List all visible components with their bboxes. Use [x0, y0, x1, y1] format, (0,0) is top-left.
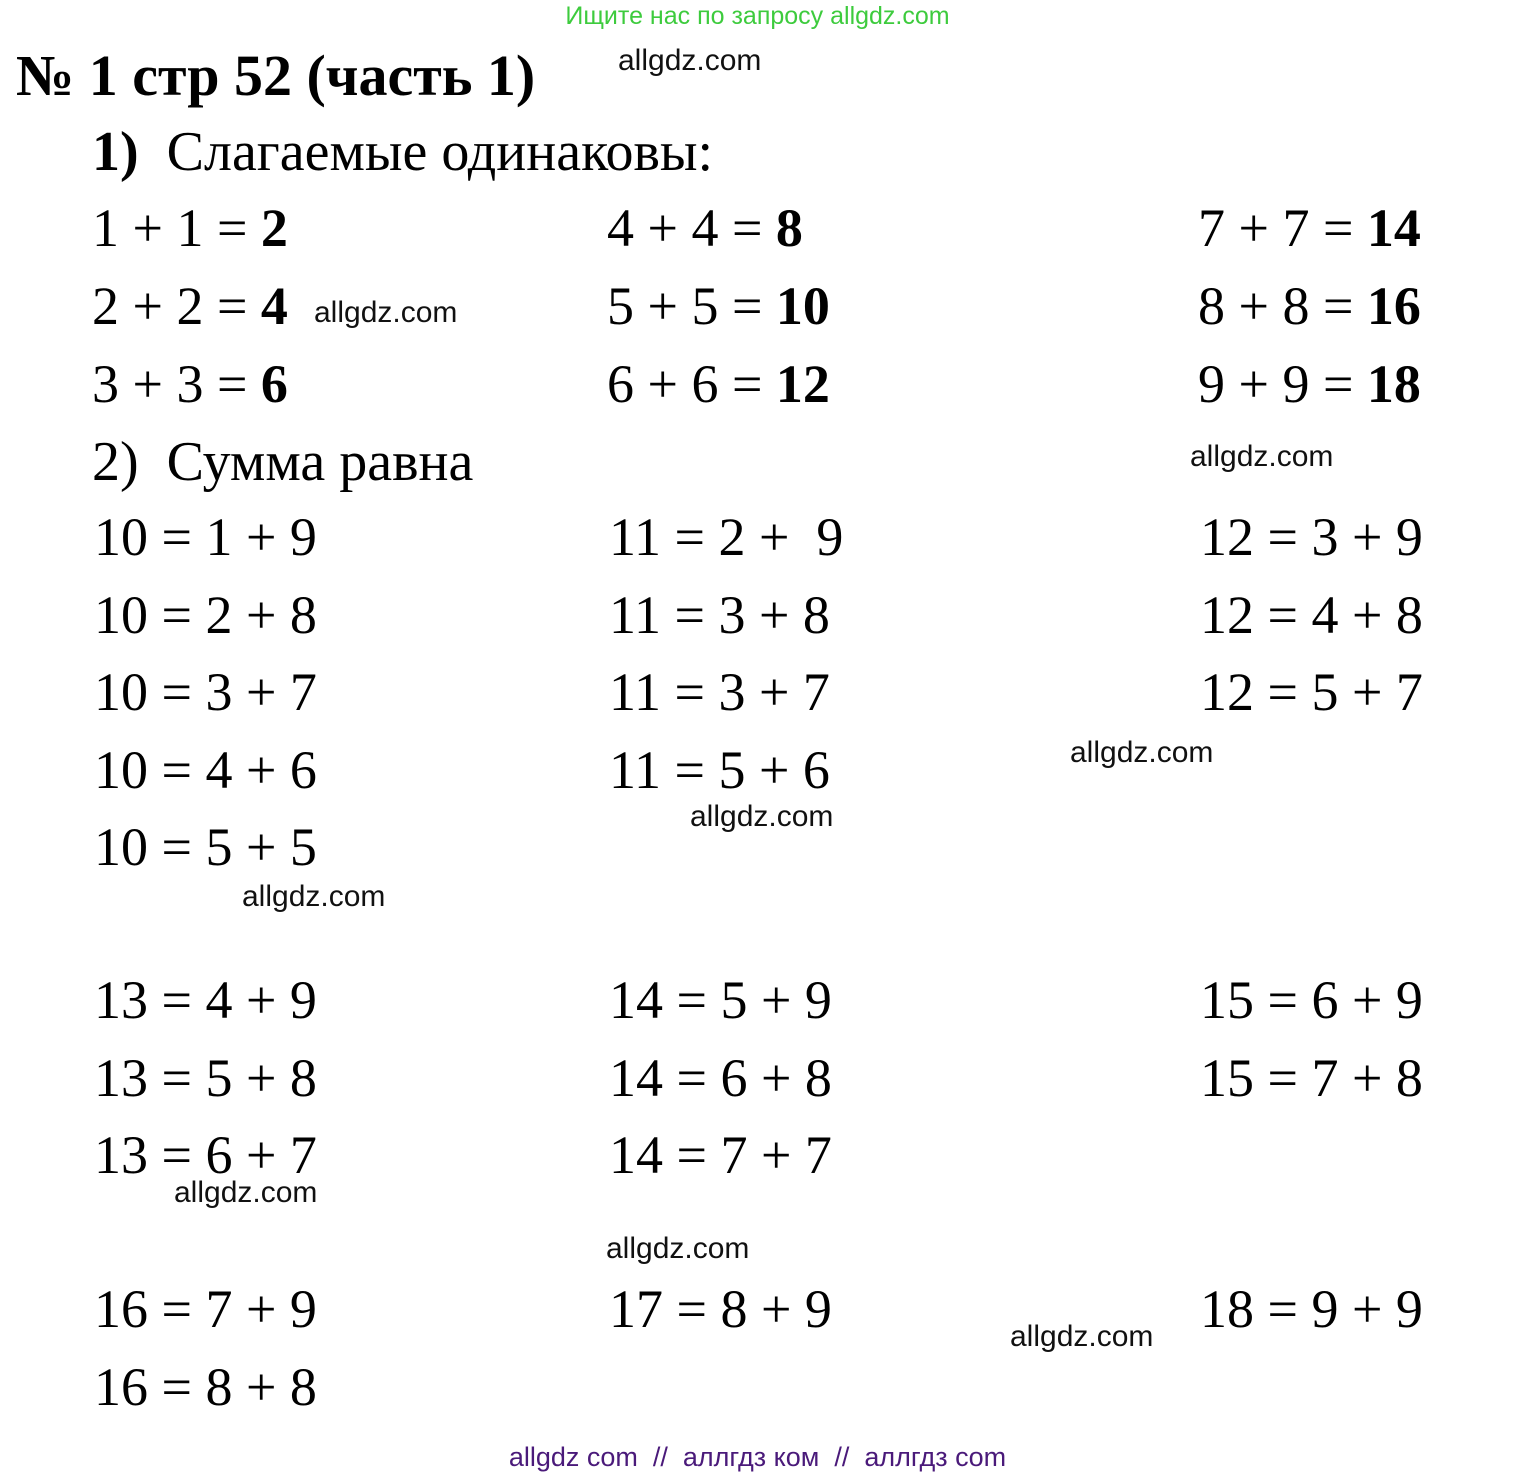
equation-part2: 10 = 1 + 9 [94, 507, 317, 567]
part1-heading-text: Слагаемые одинаковы: [166, 121, 714, 183]
equation-part1 [1198, 354, 1421, 414]
equation-part2: 11 = 5 + 6 [609, 739, 830, 800]
part1-heading [92, 120, 713, 184]
equation-part2: 16 = 8 + 8 [94, 1356, 317, 1417]
equation-part2: 14 = 6 + 8 [609, 1047, 832, 1108]
watermark: allgdz.com [1010, 1320, 1154, 1353]
equation-part2: 11 = 2 + 9 [609, 507, 844, 567]
equation-part2: 10 = 3 + 7 [94, 662, 317, 722]
search-hint-link[interactable]: Ищите нас по запросу allgdz.com [565, 2, 950, 30]
equation-part1 [92, 276, 288, 336]
part2-heading-text: Сумма равна [166, 431, 474, 493]
equation-part2: 14 = 5 + 9 [609, 970, 832, 1030]
equation-answer: 8 [775, 198, 803, 258]
equation-part2: 10 = 5 + 5 [94, 817, 317, 877]
watermark: allgdz.com [618, 44, 762, 77]
equation-answer: 4 [260, 276, 288, 336]
equation-part2: 13 = 6 + 7 [94, 1125, 317, 1185]
equation-part2: 11 = 3 + 8 [609, 584, 830, 645]
equation-expression: 5 + 5 = [607, 276, 776, 336]
equation-part2: 10 = 2 + 8 [94, 584, 317, 645]
equation-expression: 3 + 3 = [92, 354, 261, 414]
equation-expression: 6 + 6 = [607, 354, 776, 414]
footer-links[interactable]: allgdz com // аллгдз ком // аллгдз com [508, 1442, 1007, 1472]
equation-answer: 16 [1366, 276, 1421, 336]
equation-answer: 6 [260, 354, 288, 414]
equation-part2: 13 = 4 + 9 [94, 970, 317, 1030]
equation-expression: 4 + 4 = [607, 198, 776, 258]
equation-part2: 18 = 9 + 9 [1200, 1279, 1423, 1339]
equation-expression: 8 + 8 = [1198, 276, 1367, 336]
equation-answer: 10 [775, 276, 830, 336]
equation-part1 [1198, 276, 1421, 336]
equation-part1 [607, 276, 830, 336]
equation-answer: 2 [260, 198, 288, 258]
watermark: allgdz.com [314, 296, 458, 329]
equation-part2: 12 = 4 + 8 [1200, 584, 1423, 645]
equation-expression: 9 + 9 = [1198, 354, 1367, 414]
equation-part1 [607, 354, 830, 414]
equation-expression: 2 + 2 = [92, 276, 261, 336]
equation-part2: 15 = 6 + 9 [1200, 970, 1423, 1030]
equation-part2: 16 = 7 + 9 [94, 1279, 317, 1339]
part2-heading [92, 430, 473, 494]
part1-number: 1) [92, 121, 139, 183]
equation-part2: 12 = 3 + 9 [1200, 507, 1423, 567]
page-title: № 1 стр 52 (часть 1) [16, 43, 536, 108]
equation-answer: 18 [1366, 354, 1421, 414]
watermark: allgdz.com [242, 880, 386, 913]
watermark: allgdz.com [606, 1232, 750, 1265]
equation-part2: 12 = 5 + 7 [1200, 662, 1423, 722]
equation-part2: 17 = 8 + 9 [609, 1279, 832, 1339]
watermark: allgdz.com [174, 1176, 318, 1209]
equation-expression: 1 + 1 = [92, 198, 261, 258]
equation-part2: 13 = 5 + 8 [94, 1047, 317, 1108]
part2-number: 2) [92, 431, 139, 493]
equation-expression: 7 + 7 = [1198, 198, 1367, 258]
equation-part1 [1198, 198, 1421, 258]
equation-answer: 14 [1366, 198, 1421, 258]
equation-answer: 12 [775, 354, 830, 414]
equation-part1 [607, 198, 803, 258]
equation-part1 [92, 354, 288, 414]
equation-part2: 15 = 7 + 8 [1200, 1047, 1423, 1108]
equation-part2: 10 = 4 + 6 [94, 739, 317, 800]
equation-part2: 14 = 7 + 7 [609, 1125, 832, 1185]
watermark: allgdz.com [690, 800, 834, 833]
watermark: allgdz.com [1070, 736, 1214, 769]
equation-part2: 11 = 3 + 7 [609, 662, 830, 722]
watermark: allgdz.com [1190, 440, 1334, 473]
equation-part1 [92, 198, 288, 258]
